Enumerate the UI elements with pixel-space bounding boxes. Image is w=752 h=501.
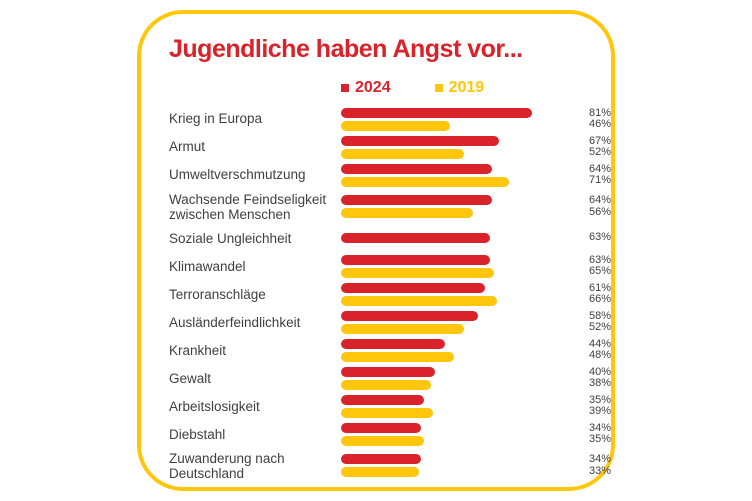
bar-2024 xyxy=(341,339,445,349)
value-labels xyxy=(589,136,611,159)
legend-label-2024: 2024 xyxy=(355,78,391,96)
chart-row xyxy=(169,191,612,222)
bar-2024 xyxy=(341,367,435,377)
value-2019: 71% xyxy=(589,174,612,186)
legend-item-2019 xyxy=(435,79,485,97)
bar-2019 xyxy=(341,149,464,159)
chart-row xyxy=(169,365,612,390)
bar-2024 xyxy=(341,233,490,243)
value-2019: 56% xyxy=(589,205,612,218)
bar-2019 xyxy=(341,408,433,418)
bar-2024 xyxy=(341,195,492,205)
category-label: Zuwanderung nach Deutschland xyxy=(169,450,285,481)
chart-row xyxy=(169,393,612,418)
bar-2019 xyxy=(341,324,464,334)
bar-group xyxy=(341,395,579,418)
bar-2019 xyxy=(341,296,497,306)
value-labels xyxy=(589,395,611,418)
chart-row xyxy=(169,162,612,187)
value-2019: 65% xyxy=(589,265,612,278)
bar-2019 xyxy=(341,268,494,278)
value-labels xyxy=(589,367,611,390)
legend-label-2019: 2019 xyxy=(448,78,485,96)
bar-group xyxy=(341,227,579,250)
chart-card xyxy=(137,10,615,491)
value-labels xyxy=(589,339,611,362)
category-label: Umweltverschmutzung xyxy=(169,167,306,183)
legend-swatch-2019 xyxy=(435,84,443,92)
value-2024: 64% xyxy=(589,194,612,207)
value-2024: 61% xyxy=(589,281,612,294)
value-labels xyxy=(589,255,611,278)
bar-2024 xyxy=(341,423,421,433)
legend-item-2024 xyxy=(341,79,391,97)
bar-2019 xyxy=(341,436,424,446)
category-label: Klimawandel xyxy=(169,258,246,274)
bar-2024 xyxy=(341,255,490,265)
value-labels xyxy=(589,423,611,446)
value-2019: 46% xyxy=(589,118,612,130)
bar-group xyxy=(341,311,579,334)
value-labels xyxy=(589,195,611,218)
bar-group xyxy=(341,454,579,477)
bar-group xyxy=(341,367,579,390)
bar-group xyxy=(341,339,579,362)
bar-2019 xyxy=(341,177,509,187)
value-labels xyxy=(589,164,611,187)
value-labels xyxy=(589,227,611,250)
chart-row xyxy=(169,309,612,334)
value-2019: 52% xyxy=(589,321,612,334)
chart-row xyxy=(169,450,612,481)
value-2019: 52% xyxy=(589,146,612,158)
bar-2024 xyxy=(341,164,492,174)
bar-2019 xyxy=(341,380,431,390)
value-2024: 64% xyxy=(589,162,612,175)
bar-2019 xyxy=(341,121,450,131)
bar-group xyxy=(341,423,579,446)
bar-2019 xyxy=(341,352,454,362)
bar-group xyxy=(341,108,579,131)
value-2024: 63% xyxy=(589,231,612,244)
bar-2024 xyxy=(341,311,478,321)
bar-chart-rows xyxy=(169,106,612,481)
category-label: Soziale Ungleichheit xyxy=(169,230,292,246)
chart-row xyxy=(169,134,612,159)
chart-row xyxy=(169,281,612,306)
category-label: Arbeitslosigkeit xyxy=(169,398,260,414)
bar-2024 xyxy=(341,136,499,146)
value-2024: 40% xyxy=(589,365,612,378)
value-2019: 66% xyxy=(589,293,612,306)
category-label: Wachsende Feindseligkeit zwischen Menschen xyxy=(169,191,327,222)
chart-title: Jugendliche haben Angst vor... xyxy=(169,35,523,63)
chart-row xyxy=(169,337,612,362)
value-2024: 63% xyxy=(589,253,612,266)
bar-group xyxy=(341,283,579,306)
bar-2019 xyxy=(341,467,419,477)
value-2024: 34% xyxy=(589,421,612,434)
value-labels xyxy=(589,283,611,306)
chart-row xyxy=(169,106,612,131)
category-label: Armut xyxy=(169,139,206,155)
value-2019: 48% xyxy=(589,349,612,362)
value-2024: 67% xyxy=(589,134,612,147)
value-2019: 33% xyxy=(589,464,612,477)
bar-2019 xyxy=(341,208,473,218)
value-2024: 44% xyxy=(589,337,612,350)
legend-swatch-2024 xyxy=(341,84,349,92)
bar-2024 xyxy=(341,108,532,118)
category-label: Terroranschläge xyxy=(169,286,266,302)
chart-row xyxy=(169,227,612,250)
bar-2024 xyxy=(341,454,421,464)
category-label: Krieg in Europa xyxy=(169,111,263,127)
bar-2024 xyxy=(341,283,485,293)
category-label: Ausländerfeindlichkeit xyxy=(169,314,301,330)
chart-legend xyxy=(341,79,587,97)
category-label: Krankheit xyxy=(169,342,227,358)
chart-row xyxy=(169,421,612,446)
bar-2024 xyxy=(341,395,424,405)
bar-group xyxy=(341,195,579,218)
value-2019: 39% xyxy=(589,405,612,418)
value-2024: 35% xyxy=(589,393,612,406)
value-labels xyxy=(589,454,611,477)
bar-group xyxy=(341,255,579,278)
value-labels xyxy=(589,311,611,334)
category-label: Gewalt xyxy=(169,370,212,386)
category-label: Diebstahl xyxy=(169,426,226,442)
value-2024: 58% xyxy=(589,309,612,322)
chart-row xyxy=(169,253,612,278)
value-2019: 35% xyxy=(589,433,612,446)
value-2024: 81% xyxy=(589,106,612,119)
value-2024: 34% xyxy=(589,453,612,466)
bar-group xyxy=(341,136,579,159)
value-labels xyxy=(589,108,611,131)
value-2019: 38% xyxy=(589,377,612,390)
bar-group xyxy=(341,164,579,187)
